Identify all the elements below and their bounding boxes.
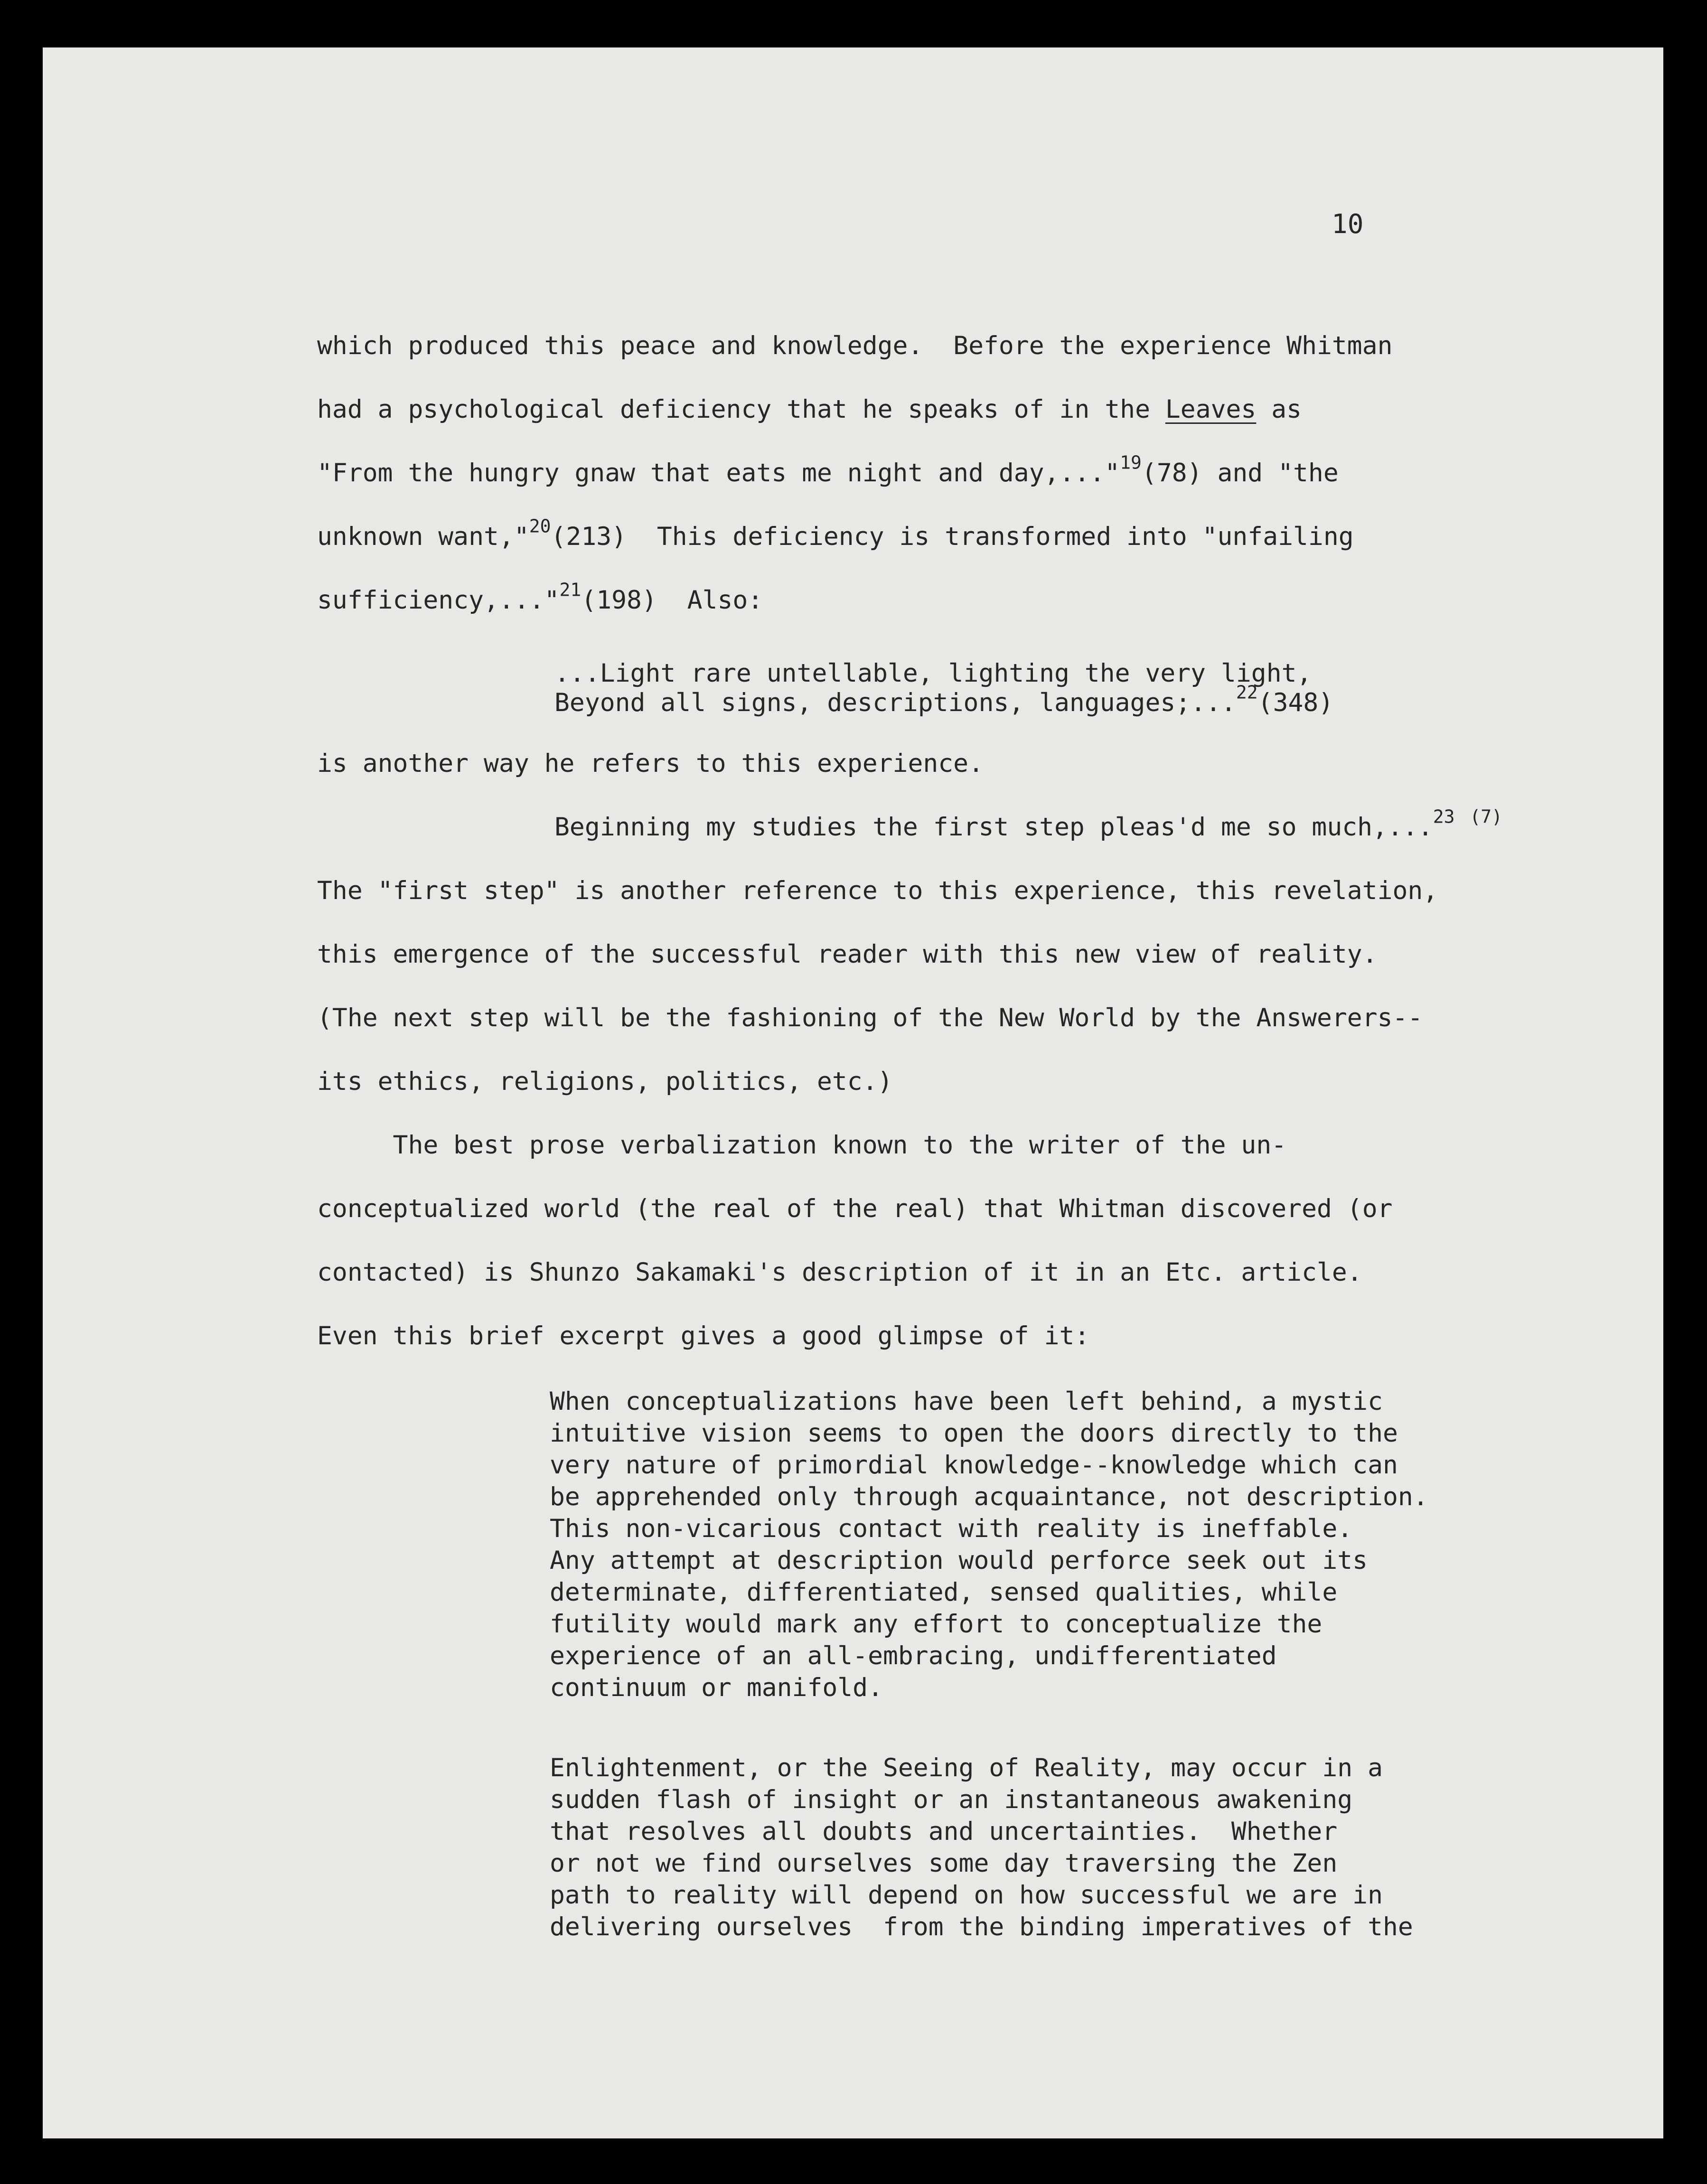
paragraph-1-line-3 xyxy=(317,452,1339,487)
block-quote-2-line-5: path to reality will depend on how successful we are in xyxy=(550,1881,1383,1910)
block-quote-1-line-10: continuum or manifold. xyxy=(550,1673,883,1702)
line-text: (198) Also: xyxy=(581,586,763,615)
block-quote-1-line-5: This non-vicarious contact with reality is ineffable. xyxy=(550,1514,1353,1543)
paragraph-1-line-1 xyxy=(317,331,1393,360)
paragraph-2-line-1: The "first step" is another reference to this experience, this revelation, xyxy=(317,876,1438,905)
paragraph-3-line-3: contacted) is Shunzo Sakamaki's description of it in an Etc. article. xyxy=(317,1258,1362,1287)
line-text: Beginning my studies the first step pleas'd me so much,... xyxy=(554,813,1433,842)
block-quote-1-line-3: very nature of primordial knowledge--knowledge which can xyxy=(550,1451,1398,1480)
page-number: 10 xyxy=(1332,209,1364,240)
paragraph-1-line-4 xyxy=(317,516,1354,551)
verse-quote-line-2 xyxy=(554,682,1334,717)
line-text: (213) This deficiency is transformed into "unfailing xyxy=(551,522,1354,551)
line-text: had a psychological deficiency that he speaks of in the xyxy=(317,395,1165,424)
typewritten-page xyxy=(43,47,1663,2138)
paragraph-2-line-3: (The next step will be the fashioning of the New World by the Answerers-- xyxy=(317,1003,1423,1032)
paragraph-3-line-4: Even this brief excerpt gives a good glimpse of it: xyxy=(317,1322,1090,1350)
footnote-marker-19: 19 xyxy=(1120,452,1142,473)
block-quote-2-line-4: or not we find ourselves some day traversing the Zen xyxy=(550,1849,1338,1878)
footnote-marker-22: 22 xyxy=(1236,682,1258,703)
block-quote-1-line-2: intuitive vision seems to open the doors directly to the xyxy=(550,1419,1398,1448)
block-quote-2-line-6: delivering ourselves from the binding imperatives of the xyxy=(550,1912,1413,1941)
line-text: as xyxy=(1256,395,1302,424)
block-quote-2-line-3: that resolves all doubts and uncertainties. Whether xyxy=(550,1817,1338,1846)
line-text: "From the hungry gnaw that eats me night and day,..." xyxy=(317,459,1120,487)
block-quote-1-line-7: determinate, differentiated, sensed qualities, while xyxy=(550,1578,1338,1607)
footnote-marker-21: 21 xyxy=(559,579,582,600)
line-text: unknown want," xyxy=(317,522,529,551)
paragraph-2-line-2: this emergence of the successful reader with this new view of reality. xyxy=(317,940,1378,969)
footnote-marker-20: 20 xyxy=(529,516,551,537)
line-text: which produced this peace and knowledge. Before the experience Whitman xyxy=(317,331,1393,360)
verse-quote-2-line xyxy=(554,806,1503,842)
paragraph-1-line-5 xyxy=(317,579,763,615)
verse-quote-line-1: ...Light rare untellable, lighting the very light, xyxy=(554,659,1312,688)
line-text: (348) xyxy=(1257,688,1334,717)
block-quote-1-line-6: Any attempt at description would perforce seek out its xyxy=(550,1546,1368,1575)
block-quote-1-line-1: When conceptualizations have been left behind, a mystic xyxy=(550,1387,1383,1416)
after-verse-line: is another way he refers to this experience. xyxy=(317,749,984,778)
paragraph-3-line-2: conceptualized world (the real of the real) that Whitman discovered (or xyxy=(317,1194,1393,1223)
block-quote-2-line-1: Enlightenment, or the Seeing of Reality, may occur in a xyxy=(550,1753,1383,1782)
block-quote-1-line-4: be apprehended only through acquaintance, not description. xyxy=(550,1482,1428,1511)
block-quote-1-line-8: futility would mark any effort to conceptualize the xyxy=(550,1610,1322,1639)
block-quote-1-line-9: experience of an all-embracing, undifferentiated xyxy=(550,1641,1277,1670)
paragraph-2-line-4: its ethics, religions, politics, etc.) xyxy=(317,1067,893,1096)
paragraph-3-line-1: The best prose verbalization known to the writer of the un- xyxy=(317,1131,1287,1160)
paragraph-1-line-2 xyxy=(317,395,1302,424)
line-text: sufficiency,..." xyxy=(317,586,560,615)
footnote-marker-23: 23 xyxy=(1433,806,1455,827)
line-text: (78) and "the xyxy=(1141,459,1339,487)
block-quote-2-line-2: sudden flash of insight or an instantaneous awakening xyxy=(550,1785,1353,1814)
underlined-title-leaves: Leaves xyxy=(1165,395,1257,424)
page-reference: (7) xyxy=(1470,806,1503,827)
line-text: Beyond all signs, descriptions, languages;... xyxy=(554,688,1236,717)
